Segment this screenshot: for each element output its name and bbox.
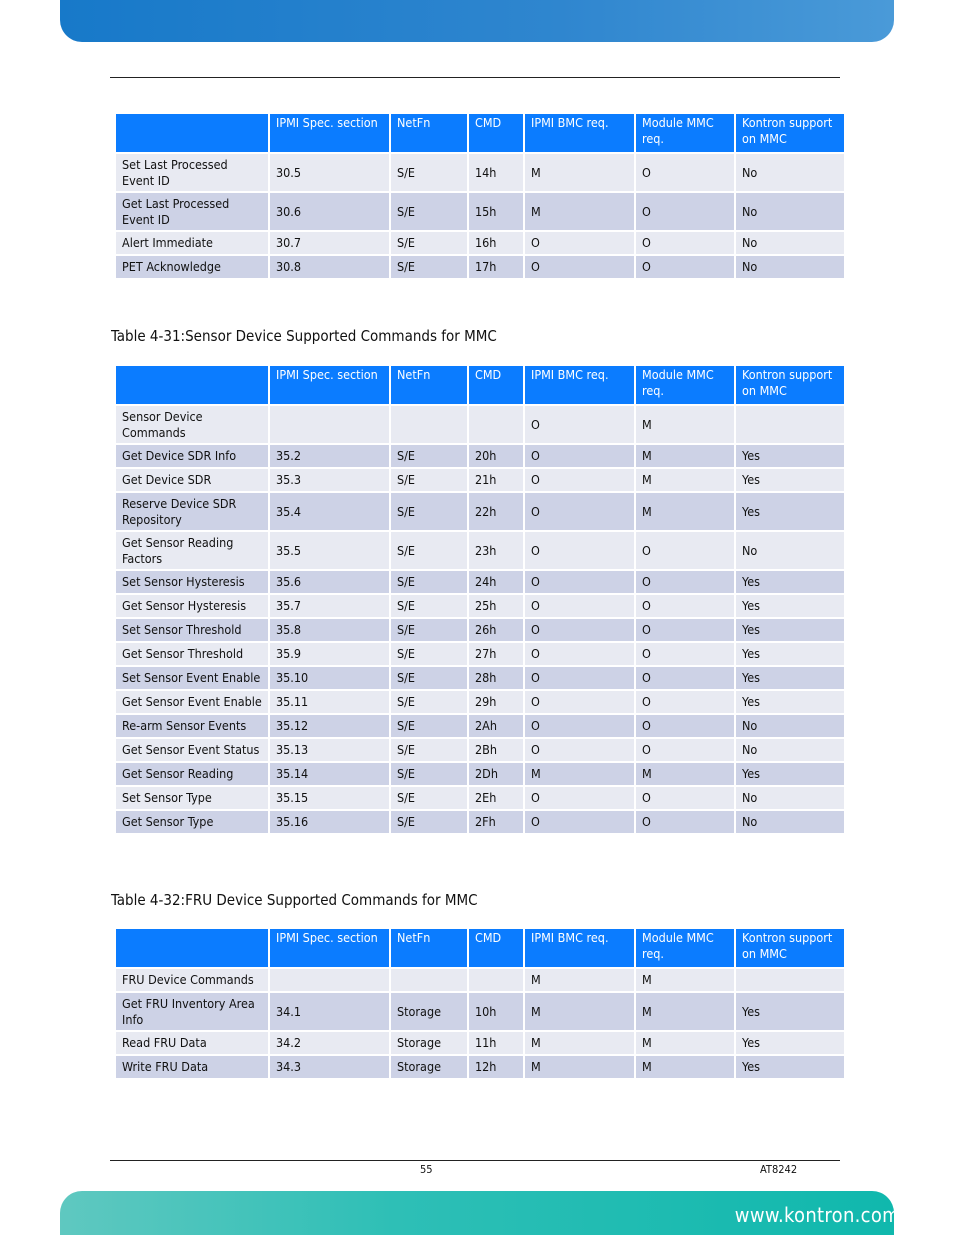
cell-netfn: S/E [391, 193, 467, 230]
table-row [116, 595, 844, 617]
cell-command: Get FRU Inventory Area Info [116, 993, 268, 1030]
cell-command: Set Sensor Type [116, 787, 268, 809]
sensor-commands-table [114, 364, 846, 835]
cell-command: Sensor Device Commands [116, 406, 268, 443]
header-cell-mmc-req: Module MMC req. [636, 114, 734, 152]
top-banner [60, 0, 894, 42]
cell-ipmi-spec: 34.3 [270, 1056, 389, 1078]
cell-mmc-req: O [636, 643, 734, 665]
cell-kontron-support: Yes [736, 691, 844, 713]
cell-netfn: S/E [391, 232, 467, 254]
cell-bmc-req: O [525, 691, 634, 713]
cell-ipmi-spec: 35.16 [270, 811, 389, 833]
cell-netfn: S/E [391, 739, 467, 761]
table-caption-fru: Table 4-32:FRU Device Supported Commands for MMC [111, 891, 478, 909]
header-cell-ipmi-spec: IPMI Spec. section [270, 114, 389, 152]
cell-ipmi-spec: 34.1 [270, 993, 389, 1030]
cell-bmc-req: O [525, 469, 634, 491]
cell-mmc-req: M [636, 969, 734, 991]
page-number: 55 [420, 1163, 433, 1176]
cell-command: Get Sensor Event Status [116, 739, 268, 761]
table-row [116, 787, 844, 809]
table-row [116, 993, 844, 1030]
cell-command: Get Sensor Type [116, 811, 268, 833]
document-id: AT8242 [760, 1163, 798, 1176]
cell-cmd: 25h [469, 595, 523, 617]
cell-kontron-support: No [736, 739, 844, 761]
header-cell-bmc-req: IPMI BMC req. [525, 114, 634, 152]
header-cell-command [116, 114, 268, 152]
cell-cmd: 2Bh [469, 739, 523, 761]
cell-netfn: Storage [391, 1032, 467, 1054]
cell-command: Get Sensor Reading Factors [116, 532, 268, 569]
footer-rule [110, 1160, 840, 1161]
cell-kontron-support: No [736, 232, 844, 254]
header-cell-command [116, 366, 268, 404]
table-row [116, 715, 844, 737]
cell-cmd: 24h [469, 571, 523, 593]
table-row [116, 969, 844, 991]
header-cell-cmd: CMD [469, 366, 523, 404]
cell-bmc-req: O [525, 256, 634, 278]
cell-kontron-support [736, 406, 844, 443]
cell-cmd [469, 969, 523, 991]
cell-kontron-support: Yes [736, 1032, 844, 1054]
cell-mmc-req: M [636, 1056, 734, 1078]
cell-mmc-req: O [636, 667, 734, 689]
cell-bmc-req: M [525, 193, 634, 230]
cell-bmc-req: O [525, 667, 634, 689]
cell-cmd: 2Dh [469, 763, 523, 785]
cell-mmc-req: M [636, 445, 734, 467]
cell-bmc-req: O [525, 811, 634, 833]
cell-netfn: S/E [391, 445, 467, 467]
cell-command: Write FRU Data [116, 1056, 268, 1078]
cell-bmc-req: M [525, 154, 634, 191]
cell-command: Alert Immediate [116, 232, 268, 254]
cell-command: Reserve Device SDR Repository [116, 493, 268, 530]
cell-netfn: S/E [391, 256, 467, 278]
cell-netfn: Storage [391, 993, 467, 1030]
cell-netfn: S/E [391, 619, 467, 641]
cell-netfn: S/E [391, 571, 467, 593]
cell-command: Read FRU Data [116, 1032, 268, 1054]
cell-command: Get Sensor Threshold [116, 643, 268, 665]
cell-cmd: 28h [469, 667, 523, 689]
cell-cmd: 2Fh [469, 811, 523, 833]
cell-bmc-req: M [525, 1032, 634, 1054]
cell-mmc-req: M [636, 763, 734, 785]
cell-mmc-req: M [636, 1032, 734, 1054]
cell-netfn: Storage [391, 1056, 467, 1078]
cell-mmc-req: O [636, 193, 734, 230]
table-row [116, 739, 844, 761]
cell-cmd: 14h [469, 154, 523, 191]
cell-command: Set Last Processed Event ID [116, 154, 268, 191]
cell-bmc-req: O [525, 715, 634, 737]
cell-kontron-support: No [736, 256, 844, 278]
cell-kontron-support: No [736, 154, 844, 191]
fru-commands-table [114, 927, 846, 1080]
header-cell-command [116, 929, 268, 967]
cell-bmc-req: O [525, 571, 634, 593]
cell-netfn: S/E [391, 667, 467, 689]
cell-kontron-support: No [736, 811, 844, 833]
header-cell-mmc-req: Module MMC req. [636, 366, 734, 404]
header-cell-ipmi-spec: IPMI Spec. section [270, 366, 389, 404]
cell-bmc-req: O [525, 445, 634, 467]
cell-kontron-support [736, 969, 844, 991]
cell-command: Re-arm Sensor Events [116, 715, 268, 737]
cell-kontron-support: Yes [736, 1056, 844, 1078]
cell-mmc-req: M [636, 493, 734, 530]
cell-bmc-req: O [525, 595, 634, 617]
cell-kontron-support: Yes [736, 667, 844, 689]
cell-cmd: 22h [469, 493, 523, 530]
table-row [116, 811, 844, 833]
cell-command: Get Device SDR Info [116, 445, 268, 467]
cell-ipmi-spec: 35.8 [270, 619, 389, 641]
cell-kontron-support: Yes [736, 619, 844, 641]
cell-ipmi-spec: 30.7 [270, 232, 389, 254]
cell-ipmi-spec: 35.9 [270, 643, 389, 665]
header-cell-cmd: CMD [469, 114, 523, 152]
cell-command: Get Sensor Event Enable [116, 691, 268, 713]
cell-mmc-req: O [636, 715, 734, 737]
header-cell-bmc-req: IPMI BMC req. [525, 929, 634, 967]
cell-ipmi-spec: 35.12 [270, 715, 389, 737]
cell-netfn: S/E [391, 715, 467, 737]
cell-ipmi-spec: 35.11 [270, 691, 389, 713]
cell-kontron-support: Yes [736, 445, 844, 467]
cell-mmc-req: O [636, 232, 734, 254]
cell-netfn [391, 406, 467, 443]
cell-bmc-req: O [525, 232, 634, 254]
cell-ipmi-spec: 30.5 [270, 154, 389, 191]
table-row [116, 667, 844, 689]
table-row [116, 571, 844, 593]
cell-mmc-req: O [636, 256, 734, 278]
cell-cmd: 11h [469, 1032, 523, 1054]
header-cell-kontron-support: Kontron support on MMC [736, 929, 844, 967]
cell-kontron-support: Yes [736, 493, 844, 530]
cell-cmd: 21h [469, 469, 523, 491]
cell-bmc-req: M [525, 763, 634, 785]
table-row [116, 154, 844, 191]
cell-bmc-req: O [525, 493, 634, 530]
cell-command: Set Sensor Hysteresis [116, 571, 268, 593]
table-row [116, 1032, 844, 1054]
cell-cmd: 12h [469, 1056, 523, 1078]
header-cell-ipmi-spec: IPMI Spec. section [270, 929, 389, 967]
cell-ipmi-spec: 35.7 [270, 595, 389, 617]
table-row [116, 193, 844, 230]
cell-mmc-req: O [636, 811, 734, 833]
cell-mmc-req: O [636, 739, 734, 761]
table-row [116, 232, 844, 254]
cell-bmc-req: O [525, 739, 634, 761]
cell-cmd: 15h [469, 193, 523, 230]
cell-bmc-req: M [525, 969, 634, 991]
cell-kontron-support: Yes [736, 643, 844, 665]
cell-ipmi-spec: 30.6 [270, 193, 389, 230]
cell-cmd: 20h [469, 445, 523, 467]
table-caption-sensor: Table 4-31:Sensor Device Supported Commands for MMC [111, 327, 497, 345]
cell-cmd: 17h [469, 256, 523, 278]
cell-cmd: 29h [469, 691, 523, 713]
event-commands-table [114, 112, 846, 280]
cell-mmc-req: O [636, 787, 734, 809]
cell-command: Get Last Processed Event ID [116, 193, 268, 230]
cell-kontron-support: Yes [736, 571, 844, 593]
cell-netfn: S/E [391, 595, 467, 617]
cell-netfn: S/E [391, 811, 467, 833]
cell-ipmi-spec: 35.10 [270, 667, 389, 689]
cell-mmc-req: O [636, 595, 734, 617]
cell-command: Get Sensor Hysteresis [116, 595, 268, 617]
table-header-row [116, 929, 844, 967]
header-cell-mmc-req: Module MMC req. [636, 929, 734, 967]
cell-ipmi-spec: 34.2 [270, 1032, 389, 1054]
cell-mmc-req: O [636, 691, 734, 713]
cell-bmc-req: M [525, 993, 634, 1030]
cell-kontron-support: Yes [736, 469, 844, 491]
cell-netfn: S/E [391, 493, 467, 530]
header-cell-netfn: NetFn [391, 366, 467, 404]
cell-ipmi-spec: 35.3 [270, 469, 389, 491]
cell-ipmi-spec: 35.15 [270, 787, 389, 809]
cell-bmc-req: O [525, 787, 634, 809]
cell-cmd: 16h [469, 232, 523, 254]
cell-ipmi-spec: 35.13 [270, 739, 389, 761]
cell-mmc-req: M [636, 993, 734, 1030]
header-cell-netfn: NetFn [391, 929, 467, 967]
cell-kontron-support: Yes [736, 763, 844, 785]
cell-ipmi-spec: 30.8 [270, 256, 389, 278]
table-header-row [116, 114, 844, 152]
cell-mmc-req: O [636, 619, 734, 641]
table-row [116, 406, 844, 443]
cell-cmd [469, 406, 523, 443]
cell-netfn: S/E [391, 643, 467, 665]
cell-bmc-req: O [525, 532, 634, 569]
header-cell-cmd: CMD [469, 929, 523, 967]
table-row [116, 256, 844, 278]
cell-netfn: S/E [391, 469, 467, 491]
cell-cmd: 2Ah [469, 715, 523, 737]
cell-command: FRU Device Commands [116, 969, 268, 991]
cell-cmd: 23h [469, 532, 523, 569]
header-rule [110, 77, 840, 78]
cell-kontron-support: Yes [736, 993, 844, 1030]
cell-kontron-support: No [736, 532, 844, 569]
cell-cmd: 10h [469, 993, 523, 1030]
cell-netfn: S/E [391, 787, 467, 809]
cell-bmc-req: M [525, 1056, 634, 1078]
table-row [116, 619, 844, 641]
cell-ipmi-spec: 35.2 [270, 445, 389, 467]
cell-netfn: S/E [391, 154, 467, 191]
cell-ipmi-spec: 35.5 [270, 532, 389, 569]
cell-mmc-req: O [636, 154, 734, 191]
cell-bmc-req: O [525, 619, 634, 641]
header-cell-bmc-req: IPMI BMC req. [525, 366, 634, 404]
cell-command: Get Sensor Reading [116, 763, 268, 785]
table-row [116, 1056, 844, 1078]
cell-netfn: S/E [391, 532, 467, 569]
cell-command: Get Device SDR [116, 469, 268, 491]
cell-kontron-support: Yes [736, 595, 844, 617]
cell-mmc-req: O [636, 571, 734, 593]
table-row [116, 532, 844, 569]
cell-mmc-req: M [636, 406, 734, 443]
table-row [116, 643, 844, 665]
cell-cmd: 26h [469, 619, 523, 641]
cell-netfn [391, 969, 467, 991]
table-row [116, 493, 844, 530]
cell-kontron-support: No [736, 787, 844, 809]
header-cell-kontron-support: Kontron support on MMC [736, 366, 844, 404]
cell-cmd: 2Eh [469, 787, 523, 809]
cell-command: Set Sensor Threshold [116, 619, 268, 641]
cell-command: Set Sensor Event Enable [116, 667, 268, 689]
table-row [116, 469, 844, 491]
cell-ipmi-spec: 35.14 [270, 763, 389, 785]
cell-ipmi-spec [270, 406, 389, 443]
cell-kontron-support: No [736, 715, 844, 737]
header-cell-kontron-support: Kontron support on MMC [736, 114, 844, 152]
cell-bmc-req: O [525, 406, 634, 443]
cell-cmd: 27h [469, 643, 523, 665]
cell-kontron-support: No [736, 193, 844, 230]
table-row [116, 691, 844, 713]
cell-bmc-req: O [525, 643, 634, 665]
website-link[interactable]: www.kontron.com [734, 1203, 900, 1227]
cell-ipmi-spec [270, 969, 389, 991]
cell-command: PET Acknowledge [116, 256, 268, 278]
table-header-row [116, 366, 844, 404]
cell-mmc-req: M [636, 469, 734, 491]
table-row [116, 445, 844, 467]
cell-netfn: S/E [391, 691, 467, 713]
table-row [116, 763, 844, 785]
cell-mmc-req: O [636, 532, 734, 569]
cell-ipmi-spec: 35.6 [270, 571, 389, 593]
cell-netfn: S/E [391, 763, 467, 785]
cell-ipmi-spec: 35.4 [270, 493, 389, 530]
header-cell-netfn: NetFn [391, 114, 467, 152]
